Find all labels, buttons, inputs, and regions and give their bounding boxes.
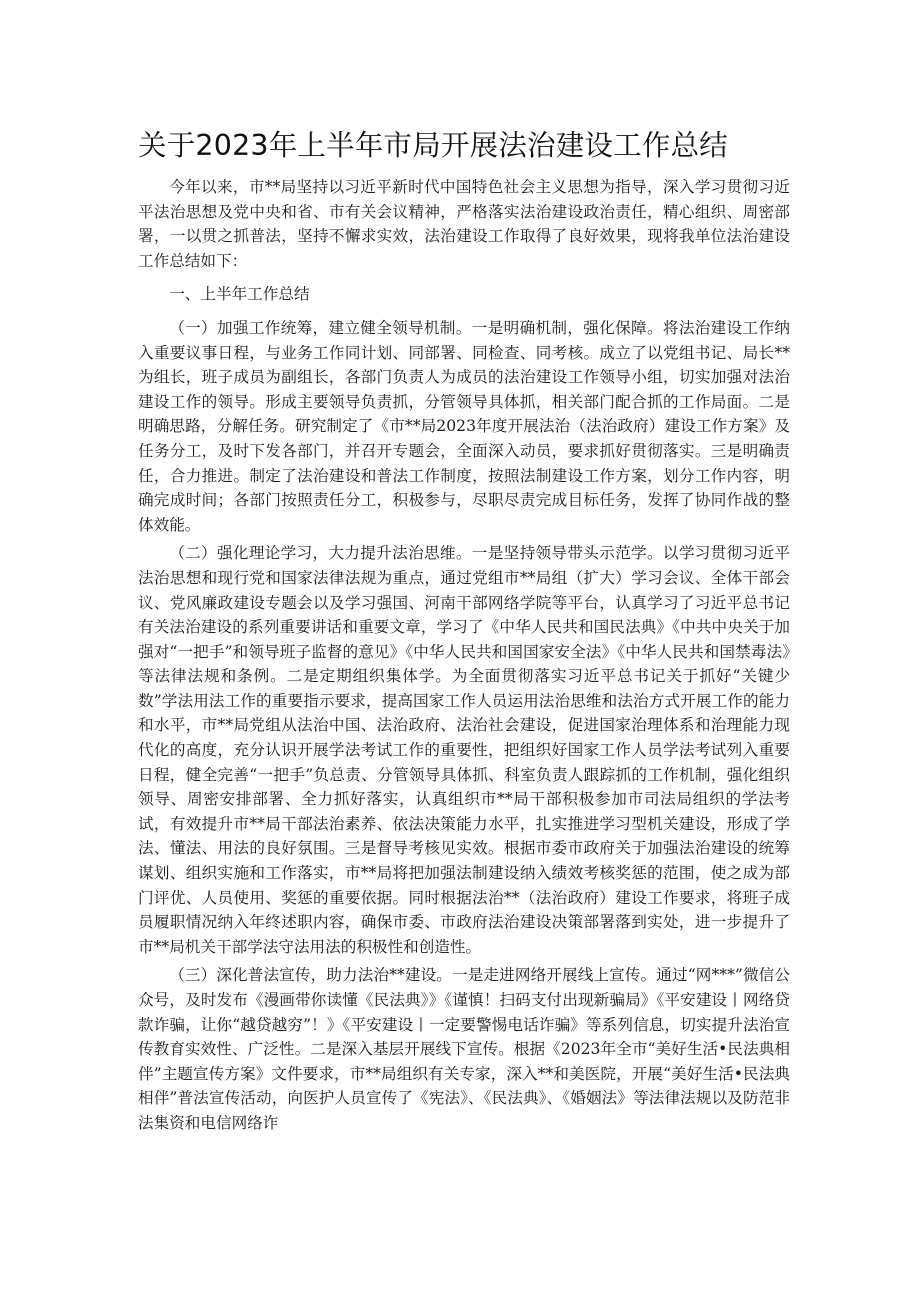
paragraph-theory-study: （二）强化理论学习，大力提升法治思维。一是坚持领导带头示范学。以学习贯彻习近平法治思想和现行党和国家法律法规为重点，通过党组市**局组（扩大）学习会议、全体干部会议、党风廉政建设专题会以及学习强国、河南干部网络学院等平台，认真学习了习近平总书记有关法治建设的系列重要讲话和重要文章，学习了《中华人民共和国民法典》《中共中央关于加强对“一把手”和领导班子监督的意见》《中华人民共和国国家安全法》《中华人民共和国禁毒法》等法律法规和条例。二是定期组织集体学。为全面贯彻落实习近平总书记关于抓好“关键少数”学法用法工作的重要指示要求，提高国家工作人员运用法治思维和法治方式开展工作的能力和水平，市**局党组从法治中国、法治政府、法治社会建设，促进国家治理体系和治理能力现代化的高度，充分认识开展学法考试工作的重要性，把组织好国家工作人员学法考试列入重要日程，健全完善“一把手”负总责、分管领导具体抓、科室负责人跟踪抓的工作机制，强化组织领导、周密安排部署、全力抓好落实，认真组织市**局干部积极参加市司法局组织的学法考试，有效提升市**局干部法治素养、依法决策能力水平，扎实推进学习型机关建设，形成了学法、懂法、用法的良好氛围。三是督导考核见实效。根据市委市政府关于加强法治建设的统筹谋划、组织实施和工作落实，市**局将把加强法制建设纳入绩效考核奖惩的范围，使之成为部门评优、人员使用、奖惩的重要依据。同时根据法治**（法治政府）建设工作要求，将班子成员履职情况纳入年终述职内容，确保市委、市政府法治建设决策部署落到实处，进一步提升了市**局机关干部学法守法用法的积极性和创造性。: [138, 544, 790, 956]
document-title: 关于2023年上半年市局开展法治建设工作总结: [138, 129, 728, 162]
paragraph-legal-publicity: （三）深化普法宣传，助力法治**建设。一是走进网络开展线上宣传。通过“网***”微信公众号，及时发布《漫画带你读懂《民法典》》《谨慎！扫码支付出现新骗局》《平安建设丨网络贷款诈骗，让你“越贷越穷”！》《平安建设丨一定要警惕电话诈骗》等系列信息，切实提升法治宣传教育实效性、广泛性。二是深入基层开展线下宣传。根据《2023年全市“美好生活•民法典相伴”主题宣传方案》文件要求，市**局组织有关专家，深入**和美医院，开展“美好生活•民法典相伴”普法宣传活动，向医护人员宣传了《宪法》、《民法典》、《婚姻法》等法律法规以及防范非法集资和电信网络诈: [138, 966, 790, 1132]
paragraph-leadership-mechanism: （一）加强工作统筹，建立健全领导机制。一是明确机制，强化保障。将法治建设工作纳入重要议事日程，与业务工作同计划、同部署、同检查、同考核。成立了以党组书记、局长**为组长，班子成员为副组长，各部门负责人为成员的法治建设工作领导小组，切实加强对法治建设工作的领导。形成主要领导负责抓，分管领导具体抓，相关部门配合抓的工作局面。二是明确思路，分解任务。研究制定了《市**局2023年度开展法治（法治政府）建设工作方案》及任务分工，及时下发各部门，并召开专题会，全面深入动员，要求抓好贯彻落实。三是明确责任，合力推进。制定了法治建设和普法工作制度，按照法制建设工作方案，划分工作内容，明确完成时间；各部门按照责任分工，积极参与，尽职尽责完成目标任务，发挥了协同作战的整体效能。: [138, 318, 790, 534]
intro-paragraph: 今年以来，市**局坚持以习近平新时代中国特色社会主义思想为指导，深入学习贯彻习近平法治思想及党中央和省、市有关会议精神，严格落实法治建设政治责任，精心组织、周密部署，一以贯之抓普法，坚持不懈求实效，法治建设工作取得了良好效果，现将我单位法治建设工作总结如下：: [138, 178, 790, 270]
section-heading: 一、上半年工作总结: [169, 285, 310, 304]
document-body: [138, 175, 790, 1140]
